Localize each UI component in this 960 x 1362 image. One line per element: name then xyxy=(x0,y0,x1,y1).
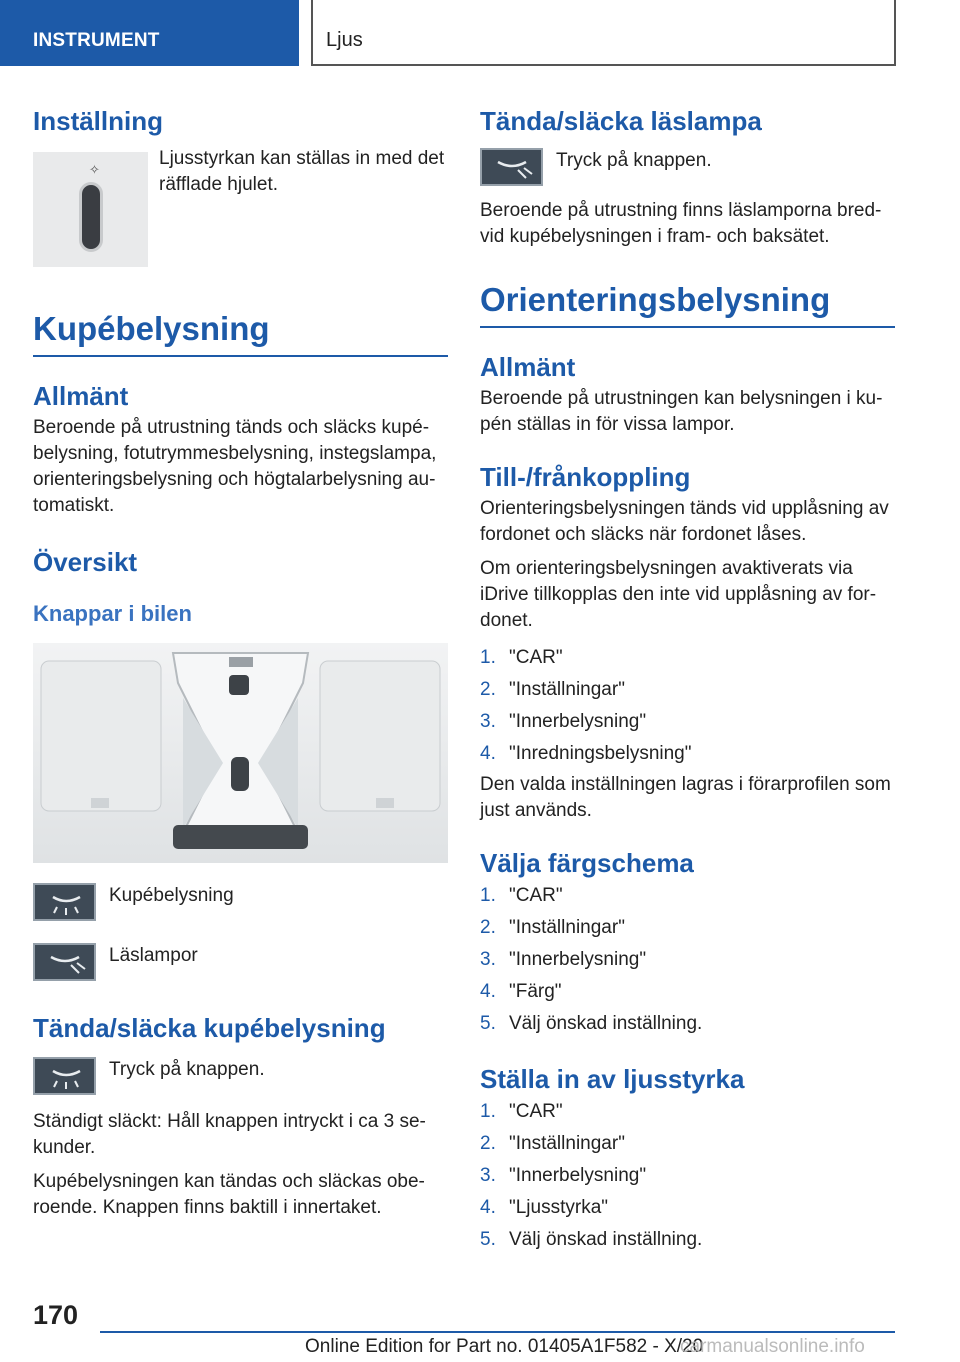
setting-text: Ljusstyrkan kan ställas in med det räfflade hjulet. xyxy=(159,148,445,195)
reading-light-label: Läslampor xyxy=(109,945,198,966)
interior-light-legend xyxy=(33,883,448,921)
roof-console-image xyxy=(33,643,448,863)
buttons-heading: Knappar i bilen xyxy=(33,601,192,626)
color-heading: Välja färgschema xyxy=(480,848,694,878)
list-item: 4. "Ljusstyrka" xyxy=(480,1197,609,1218)
footer-divider xyxy=(100,1331,895,1333)
knurled-wheel xyxy=(79,182,103,252)
general-heading: Allmänt xyxy=(33,381,129,411)
list-item: 5. Välj önskad inställning. xyxy=(480,1013,703,1034)
steps-list-2 xyxy=(480,880,895,1040)
list-item: 1. "CAR" xyxy=(480,1101,563,1122)
toggle-paragraph-1: Ständigt släckt: Håll knappen intryckt i ca 3 se- kunder. xyxy=(33,1111,426,1158)
list-item: 2. "Inställningar" xyxy=(480,679,625,700)
toggle-paragraph-2: Kupébelysningen kan tändas och släckas obe- roende. Knappen finns baktill i innertaket. xyxy=(33,1171,425,1218)
list-item: 4. "Inredningsbelysning" xyxy=(480,743,692,764)
interior-light-icon xyxy=(33,883,96,921)
list-item: 1. "CAR" xyxy=(480,647,563,668)
list-item: 3. "Innerbelysning" xyxy=(480,949,647,970)
list-item: 3. "Innerbelysning" xyxy=(480,1165,647,1186)
edition-text: Online Edition for Part no. 01405A1F582 - X/20 xyxy=(305,1336,704,1357)
interior-light-label: Kupébelysning xyxy=(109,885,234,906)
orientation-heading: Orienteringsbelysning xyxy=(480,280,895,328)
reading-heading: Tända/släcka läslampa xyxy=(480,106,762,136)
switch-paragraph-2: Om orienteringsbelysningen avaktiverats via iDrive tillkopplas den inte vid upplåsning av for- donet. xyxy=(480,558,877,631)
general-text: Beroende på utrustning tänds och släcks kupé- belysning, fotutrymmesbelysning, instegslampa, orienteringsbelysning och högtalarbelysning au- tomatiskt. xyxy=(33,417,437,516)
brightness-heading: Ställa in av ljusstyrka xyxy=(480,1064,745,1094)
switch-paragraph-1: Orienteringsbelysningen tänds vid upplåsning av fordonet och släcks när fordonet låses. xyxy=(480,498,889,545)
page-header xyxy=(0,0,960,66)
saved-text: Den valda inställningen lagras i förarprofilen som just används. xyxy=(480,774,891,821)
list-item: 2. "Inställningar" xyxy=(480,917,625,938)
reading-light-legend xyxy=(33,943,448,981)
reading-block xyxy=(480,148,895,186)
switch-heading: Till-/frånkoppling xyxy=(480,462,691,492)
toggle-text: Tryck på knappen. xyxy=(109,1059,265,1080)
left-column xyxy=(33,100,448,1221)
steps-list-1 xyxy=(480,642,895,770)
list-item: 3. "Innerbelysning" xyxy=(480,711,647,732)
roof-console-drawing xyxy=(33,643,448,863)
setting-block xyxy=(33,148,448,267)
list-item: 4. "Färg" xyxy=(480,981,562,1002)
watermark-text: carmanualsonline.info xyxy=(680,1336,865,1357)
setting-heading: Inställning xyxy=(33,106,163,136)
list-item: 5. Välj önskad inställning. xyxy=(480,1229,703,1250)
interior-light-button-icon xyxy=(33,1057,96,1095)
orientation-general-text: Beroende på utrustningen kan belysningen i ku- pén ställas in för vissa lampor. xyxy=(480,388,883,435)
dimmer-wheel-image xyxy=(33,152,148,267)
toggle-block xyxy=(33,1057,448,1095)
reading-text: Tryck på knappen. xyxy=(556,150,712,171)
toggle-heading: Tända/släcka kupébelysning xyxy=(33,1013,386,1043)
main-heading-interior-light: Kupébelysning xyxy=(33,309,448,357)
list-item: 2. "Inställningar" xyxy=(480,1133,625,1154)
section-tab: INSTRUMENT xyxy=(0,0,299,66)
reading-light-button-icon xyxy=(480,148,543,186)
reading-light-icon xyxy=(33,943,96,981)
steps-list-3 xyxy=(480,1096,895,1256)
page-number: 170 xyxy=(33,1300,79,1330)
orientation-general-heading: Allmänt xyxy=(480,352,576,382)
right-column xyxy=(480,100,895,1256)
list-item: 1. "CAR" xyxy=(480,885,563,906)
overview-heading: Översikt xyxy=(33,547,138,577)
chapter-tab: Ljus xyxy=(311,0,896,66)
light-icon: ✧ xyxy=(89,162,100,177)
reading-paragraph: Beroende på utrustning finns läslamporna bred- vid kupébelysningen i fram- och baksätet. xyxy=(480,200,882,247)
